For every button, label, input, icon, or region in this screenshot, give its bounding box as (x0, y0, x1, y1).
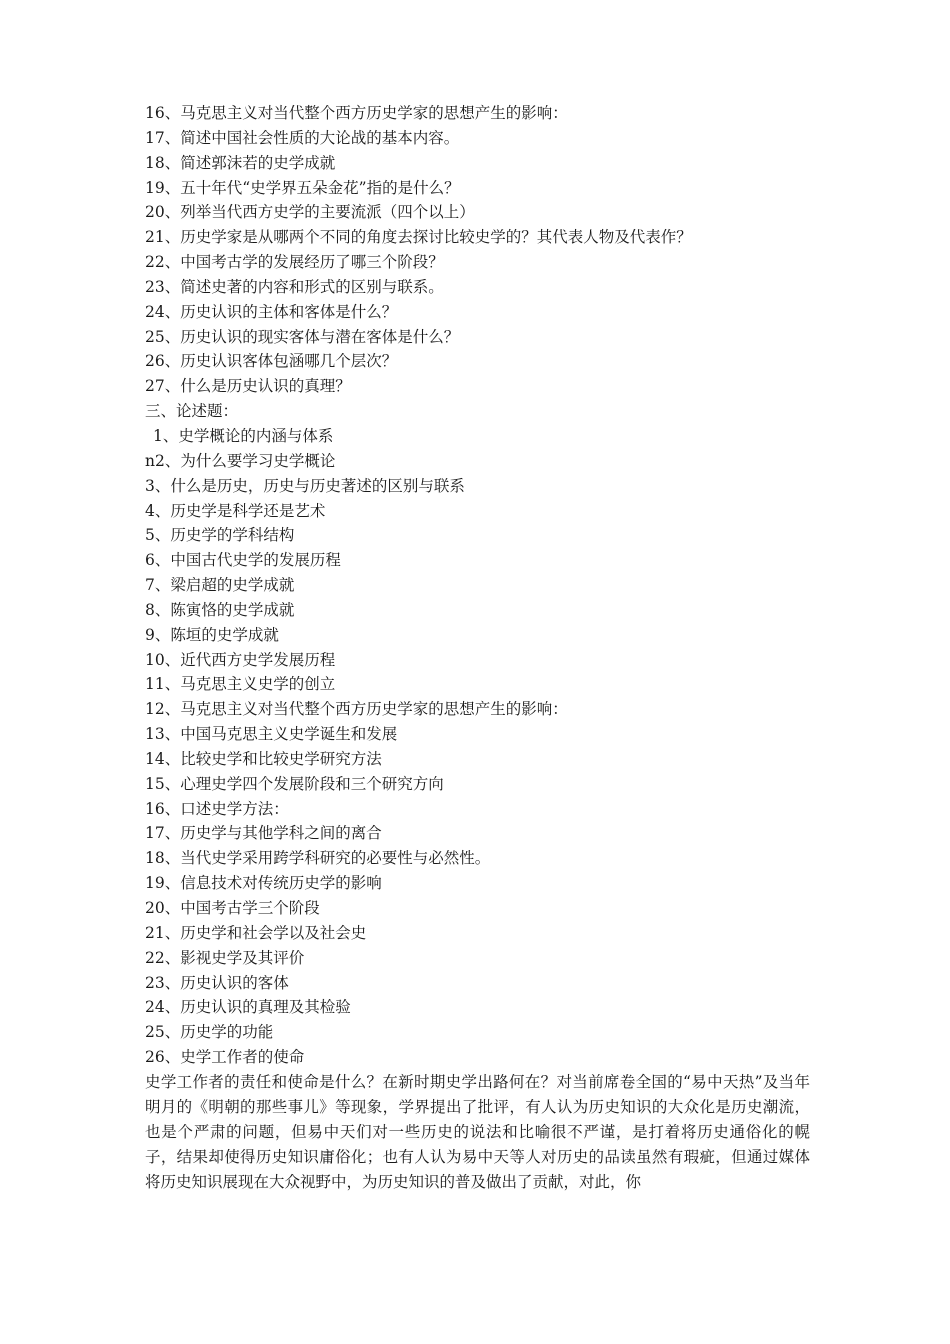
essay-question-line: 7、梁启超的史学成就 (145, 576, 295, 595)
question-line: 18、简述郭沫若的史学成就 (145, 153, 336, 172)
essay-question-line: 14、比较史学和比较史学研究方法 (145, 749, 382, 768)
essay-question-line: 18、当代史学采用跨学科研究的必要性与必然性。 (145, 849, 491, 868)
question-line: 23、简述史著的内容和形式的区别与联系。 (145, 277, 444, 296)
essay-question-line: 6、中国古代史学的发展历程 (145, 551, 341, 570)
essay-question-line: n2、为什么要学习史学概论 (145, 451, 336, 470)
question-line: 22、中国考古学的发展经历了哪三个阶段？ (145, 253, 444, 272)
essay-question-line: 26、史学工作者的使命 (145, 1048, 305, 1067)
question-line: 20、列举当代西方史学的主要流派（四个以上） (145, 203, 475, 222)
question-line: 24、历史认识的主体和客体是什么？ (145, 302, 398, 321)
question-line: 26、历史认识客体包涵哪几个层次？ (145, 352, 398, 371)
section-heading: 三、论述题： (145, 402, 239, 421)
essay-question-line: 16、口述史学方法： (145, 799, 289, 818)
question-line: 27、什么是历史认识的真理？ (145, 377, 351, 396)
essay-question-line: 12、马克思主义对当代整个西方历史学家的思想产生的影响： (145, 700, 568, 719)
essay-question-line: 5、历史学的学科结构 (145, 526, 295, 545)
essay-question-line: 19、信息技术对传统历史学的影响 (145, 874, 382, 893)
document-body (145, 101, 810, 1195)
essay-question-line: 1、史学概论的内涵与体系 (153, 426, 334, 445)
essay-question-line: 17、历史学与其他学科之间的离合 (145, 824, 382, 843)
essay-question-line: 13、中国马克思主义史学诞生和发展 (145, 725, 398, 744)
question-line: 17、简述中国社会性质的大论战的基本内容。 (145, 128, 460, 147)
essay-question-line: 21、历史学和社会学以及社会史 (145, 923, 367, 942)
question-line: 16、马克思主义对当代整个西方历史学家的思想产生的影响： (145, 104, 568, 122)
essay-question-line: 3、什么是历史，历史与历史著述的区别与联系 (145, 476, 465, 495)
essay-question-line: 10、近代西方史学发展历程 (145, 650, 336, 669)
essay-question-line: 23、历史认识的客体 (145, 973, 289, 992)
question-line: 25、历史认识的现实客体与潜在客体是什么？ (145, 327, 460, 346)
question-line: 21、历史学家是从哪两个不同的角度去探讨比较史学的？其代表人物及代表作？ (145, 228, 692, 247)
essay-question-line: 25、历史学的功能 (145, 1023, 274, 1042)
essay-question-line: 20、中国考古学三个阶段 (145, 899, 320, 917)
essay-question-line: 24、历史认识的真理及其检验 (145, 998, 351, 1017)
essay-question-line: 9、陈垣的史学成就 (145, 625, 279, 644)
essay-paragraph: 史学工作者的责任和使命是什么？在新时期史学出路何在？对当前席卷全国的“易中天热”及当年明月的《明朝的那些事儿》等现象，学界提出了批评，有人认为历史知识的大众化是历史潮流，也是个严肃的问题，但易中天们对一些历史的说法和比喻很不严谨，是打着将历史通俗化的幌子，结果却使得历史知识庸俗化；也有人认为易中天等人对历史的品读虽然有瑕疵，但通过媒体将历史知识展现在大众视野中，为历史知识的普及做出了贡献，对此，你 (145, 1072, 810, 1191)
question-line: 19、五十年代“史学界五朵金花”指的是什么？ (145, 178, 460, 197)
essay-question-line: 8、陈寅恪的史学成就 (145, 600, 295, 619)
essay-question-line: 22、影视史学及其评价 (145, 948, 305, 967)
essay-question-line: 4、历史学是科学还是艺术 (145, 501, 326, 520)
essay-question-line: 15、心理史学四个发展阶段和三个研究方向 (145, 774, 444, 793)
essay-question-line: 11、马克思主义史学的创立 (145, 675, 336, 694)
